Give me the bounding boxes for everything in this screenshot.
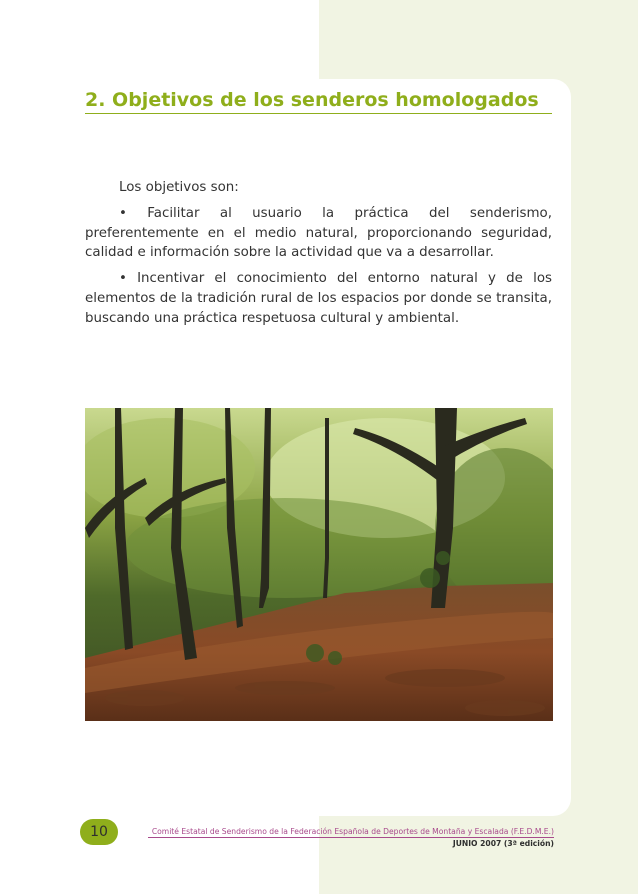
body-text <box>85 178 552 335</box>
objective-paragraph-2: • Incentivar el conocimiento del entorno natural y de los elementos de la tradición rural de los espacios por donde se transita, buscando una práctica respetuosa cultural y ambiental. <box>85 271 552 326</box>
page-number-badge: 10 <box>80 819 118 845</box>
section-title: 2. Objetivos de los senderos homologados <box>85 89 552 114</box>
forest-photo <box>85 408 553 721</box>
intro-paragraph: Los objetivos son: <box>119 180 239 195</box>
footer-edition-date: JUNIO 2007 (3ª edición) <box>452 839 554 848</box>
objective-paragraph-1: • Facilitar al usuario la práctica del senderismo, preferentemente en el medio natural, proporcionando seguridad, calidad e información sobre la actividad que va a desarrollar. <box>85 205 552 261</box>
footer-organization: Comité Estatal de Senderismo de la Federación Española de Deportes de Montaña y Escalada (F.E.D.M.E.) <box>148 827 554 838</box>
